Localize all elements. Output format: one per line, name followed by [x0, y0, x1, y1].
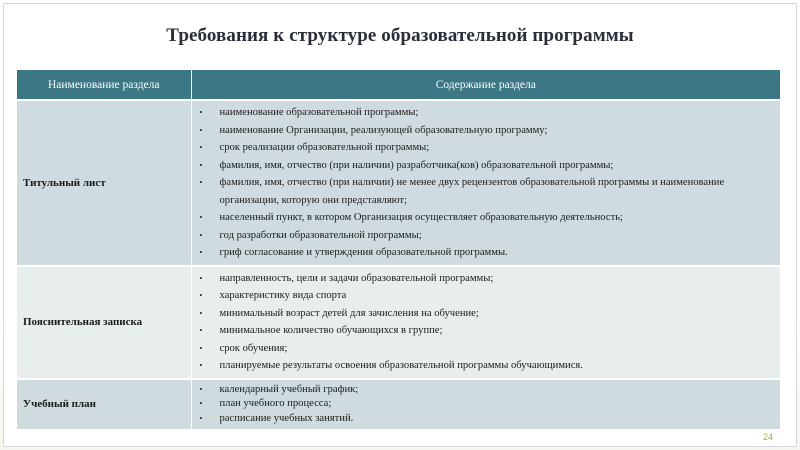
list-item: • наименование образовательной программы;: [192, 104, 781, 122]
section-content-study-plan: [191, 379, 780, 431]
slide-title: Требования к структуре образовательной программы: [166, 25, 634, 46]
list-item: • характеристику вида спорта: [192, 287, 781, 305]
bullet-icon: •: [199, 399, 203, 408]
list-item: • минимальное количество обучающихся в группе;: [192, 322, 781, 340]
bullet-icon: •: [199, 291, 203, 300]
list-item: • направленность, цели и задачи образовательной программы;: [192, 270, 781, 288]
header-section-content: Содержание раздела: [191, 70, 780, 100]
table-row: [17, 266, 780, 379]
list-item: • расписание учебных занятий.: [192, 412, 781, 427]
bullet-icon: •: [199, 308, 203, 318]
list-item: • план учебного процесса;: [192, 397, 781, 412]
bullet-icon: •: [199, 361, 203, 370]
header-section-name: Наименование раздела: [17, 70, 191, 100]
section-name-explanatory-note: Пояснительная записка: [17, 266, 191, 379]
content-list: [192, 101, 781, 265]
table-header-row: [17, 70, 780, 100]
list-item: • гриф согласование и утверждения образовательной программы.: [192, 244, 781, 262]
list-item: • год разработки образовательной программы;: [192, 227, 781, 245]
bullet-icon: •: [199, 343, 203, 353]
section-name-study-plan: Учебный план: [17, 379, 191, 431]
bullet-icon: •: [199, 143, 203, 152]
bullet-icon: •: [199, 413, 203, 423]
bullet-icon: •: [199, 108, 203, 117]
table-row: [17, 379, 780, 431]
list-item: • срок реализации образовательной программы;: [192, 139, 781, 157]
list-item: • срок обучения;: [192, 340, 781, 358]
list-item: • наименование Организации, реализующей образовательную программу;: [192, 122, 781, 140]
bullet-icon: •: [199, 160, 203, 170]
section-name-title-page: Титульный лист: [17, 100, 191, 266]
bullet-icon: •: [199, 248, 203, 257]
list-item: • фамилия, имя, отчество (при наличии) разработчика(ков) образовательной программы;: [192, 157, 781, 175]
content-list: [192, 267, 781, 378]
table-row: [17, 100, 780, 266]
bullet-icon: •: [199, 273, 203, 283]
list-item: • календарный учебный график;: [192, 383, 781, 398]
list-item: • населенный пункт, в котором Организация осуществляет образовательную деятельность;: [192, 209, 781, 227]
bullet-icon: •: [199, 326, 203, 335]
bullet-icon: •: [199, 125, 203, 135]
content-list: [192, 380, 781, 430]
list-item: • фамилия, имя, отчество (при наличии) не менее двух рецензентов образовательной программы и наименование организации, которую они представляют;: [192, 174, 781, 209]
section-content-title-page: [191, 100, 780, 266]
requirements-table: [17, 70, 780, 431]
list-item: • планируемые результаты освоения образовательной программы обучающимися.: [192, 357, 781, 375]
section-content-explanatory-note: [191, 266, 780, 379]
list-item: • минимальный возраст детей для зачисления на обучение;: [192, 305, 781, 323]
page-number: 24: [763, 432, 774, 442]
bullet-icon: •: [199, 178, 203, 187]
bullet-icon: •: [199, 230, 203, 240]
bullet-icon: •: [199, 384, 203, 394]
bullet-icon: •: [199, 213, 203, 222]
